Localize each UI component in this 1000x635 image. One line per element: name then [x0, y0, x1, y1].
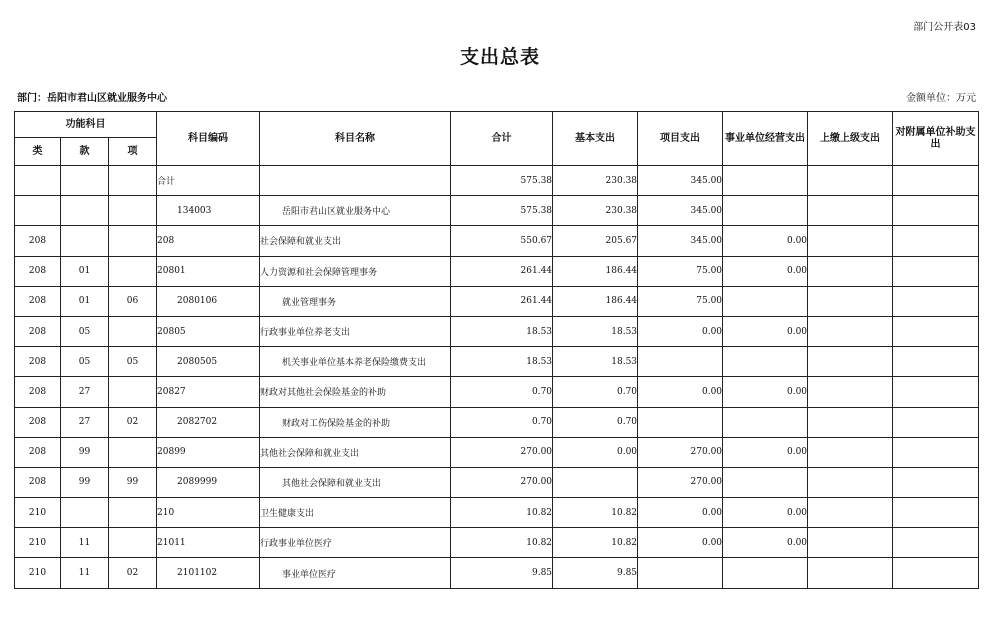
cell-basic: 186.44 — [553, 286, 638, 316]
cell-subsidy — [893, 498, 979, 528]
cell-basic: 0.70 — [553, 377, 638, 407]
cell-basic: 205.67 — [553, 226, 638, 256]
cell-name: 其他社会保障和就业支出 — [260, 437, 451, 467]
cell-subsidy — [893, 558, 979, 588]
cell-business: 0.00 — [723, 226, 808, 256]
cell-xiang: 05 — [109, 347, 157, 377]
page-title: 支出总表 — [459, 46, 540, 68]
cell-xiang — [109, 226, 157, 256]
cell-xiang — [109, 166, 157, 196]
cell-code: 2101102 — [157, 558, 260, 588]
table-row — [15, 166, 979, 196]
header-kuan: 款 — [61, 138, 109, 166]
cell-project: 345.00 — [638, 226, 723, 256]
cell-kuan — [61, 226, 109, 256]
cell-business: 0.00 — [723, 377, 808, 407]
cell-business: 0.00 — [723, 528, 808, 558]
cell-upper — [808, 347, 893, 377]
cell-business — [723, 166, 808, 196]
cell-subsidy — [893, 196, 979, 226]
cell-basic — [553, 467, 638, 497]
cell-code: 合计 — [157, 166, 260, 196]
cell-xiang — [109, 528, 157, 558]
cell-basic: 230.38 — [553, 196, 638, 226]
cell-xiang — [109, 377, 157, 407]
cell-upper — [808, 558, 893, 588]
department-label: 部门：岳阳市君山区就业服务中心 — [17, 93, 167, 104]
cell-name: 财政对工伤保险基金的补助 — [260, 407, 451, 437]
cell-code: 2089999 — [157, 467, 260, 497]
cell-lei: 208 — [15, 347, 61, 377]
cell-lei: 208 — [15, 316, 61, 346]
cell-total: 261.44 — [451, 256, 553, 286]
table-row — [15, 286, 979, 316]
cell-lei: 208 — [15, 407, 61, 437]
cell-xiang: 99 — [109, 467, 157, 497]
cell-kuan: 27 — [61, 407, 109, 437]
cell-project: 0.00 — [638, 377, 723, 407]
cell-project: 0.00 — [638, 316, 723, 346]
form-code: 部门公开表03 — [913, 22, 976, 33]
cell-lei — [15, 196, 61, 226]
cell-lei: 208 — [15, 226, 61, 256]
cell-code: 20899 — [157, 437, 260, 467]
cell-upper — [808, 377, 893, 407]
cell-lei: 210 — [15, 498, 61, 528]
cell-name: 机关事业单位基本养老保险缴费支出 — [260, 347, 451, 377]
cell-upper — [808, 498, 893, 528]
cell-business: 0.00 — [723, 256, 808, 286]
cell-kuan: 01 — [61, 256, 109, 286]
cell-kuan: 99 — [61, 437, 109, 467]
cell-total: 18.53 — [451, 316, 553, 346]
cell-xiang — [109, 316, 157, 346]
cell-xiang — [109, 256, 157, 286]
header-project: 项目支出 — [638, 112, 723, 166]
cell-code: 210 — [157, 498, 260, 528]
cell-upper — [808, 286, 893, 316]
expenditure-table — [14, 111, 979, 589]
table-row — [15, 316, 979, 346]
table-row — [15, 226, 979, 256]
cell-project: 75.00 — [638, 286, 723, 316]
cell-code: 20827 — [157, 377, 260, 407]
table-row — [15, 528, 979, 558]
cell-total: 10.82 — [451, 498, 553, 528]
cell-basic: 0.70 — [553, 407, 638, 437]
table-row — [15, 256, 979, 286]
table-row — [15, 407, 979, 437]
cell-kuan: 27 — [61, 377, 109, 407]
table-row — [15, 498, 979, 528]
cell-project: 270.00 — [638, 467, 723, 497]
cell-project: 0.00 — [638, 528, 723, 558]
header-name: 科目名称 — [260, 112, 451, 166]
cell-name: 事业单位医疗 — [260, 558, 451, 588]
cell-code: 20805 — [157, 316, 260, 346]
cell-kuan: 99 — [61, 467, 109, 497]
header-code: 科目编码 — [157, 112, 260, 166]
cell-lei: 208 — [15, 286, 61, 316]
cell-xiang: 02 — [109, 558, 157, 588]
cell-project: 345.00 — [638, 196, 723, 226]
cell-basic: 18.53 — [553, 316, 638, 346]
cell-upper — [808, 256, 893, 286]
cell-kuan: 05 — [61, 347, 109, 377]
cell-kuan — [61, 498, 109, 528]
cell-basic: 0.00 — [553, 437, 638, 467]
cell-kuan — [61, 166, 109, 196]
cell-xiang: 06 — [109, 286, 157, 316]
table-row — [15, 347, 979, 377]
cell-name: 社会保障和就业支出 — [260, 226, 451, 256]
cell-code: 2082702 — [157, 407, 260, 437]
cell-xiang: 02 — [109, 407, 157, 437]
cell-subsidy — [893, 437, 979, 467]
header-business: 事业单位经营支出 — [723, 112, 808, 166]
cell-total: 0.70 — [451, 407, 553, 437]
cell-total: 575.38 — [451, 196, 553, 226]
cell-kuan: 05 — [61, 316, 109, 346]
cell-basic: 10.82 — [553, 498, 638, 528]
header-total: 合计 — [451, 112, 553, 166]
header-basic: 基本支出 — [553, 112, 638, 166]
cell-total: 261.44 — [451, 286, 553, 316]
table-row — [15, 196, 979, 226]
cell-upper — [808, 467, 893, 497]
cell-business — [723, 196, 808, 226]
cell-basic: 9.85 — [553, 558, 638, 588]
table-row — [15, 377, 979, 407]
cell-total: 9.85 — [451, 558, 553, 588]
header-upper: 上缴上级支出 — [808, 112, 893, 166]
cell-subsidy — [893, 316, 979, 346]
cell-subsidy — [893, 286, 979, 316]
cell-code: 208 — [157, 226, 260, 256]
cell-code: 2080505 — [157, 347, 260, 377]
cell-code: 20801 — [157, 256, 260, 286]
cell-code: 21011 — [157, 528, 260, 558]
cell-subsidy — [893, 528, 979, 558]
cell-business: 0.00 — [723, 498, 808, 528]
cell-project: 0.00 — [638, 498, 723, 528]
cell-project — [638, 558, 723, 588]
cell-upper — [808, 528, 893, 558]
cell-business: 0.00 — [723, 437, 808, 467]
cell-subsidy — [893, 407, 979, 437]
cell-lei: 208 — [15, 256, 61, 286]
cell-name: 岳阳市君山区就业服务中心 — [260, 196, 451, 226]
cell-xiang — [109, 196, 157, 226]
cell-upper — [808, 226, 893, 256]
cell-subsidy — [893, 166, 979, 196]
cell-name: 财政对其他社会保险基金的补助 — [260, 377, 451, 407]
cell-business — [723, 347, 808, 377]
cell-basic: 10.82 — [553, 528, 638, 558]
cell-business — [723, 407, 808, 437]
cell-lei: 210 — [15, 528, 61, 558]
cell-kuan — [61, 196, 109, 226]
cell-project — [638, 407, 723, 437]
cell-project: 75.00 — [638, 256, 723, 286]
cell-subsidy — [893, 377, 979, 407]
cell-lei: 208 — [15, 437, 61, 467]
cell-kuan: 11 — [61, 528, 109, 558]
table-row — [15, 467, 979, 497]
cell-subsidy — [893, 467, 979, 497]
cell-business — [723, 558, 808, 588]
cell-name: 人力资源和社会保障管理事务 — [260, 256, 451, 286]
table-row — [15, 437, 979, 467]
cell-project — [638, 347, 723, 377]
cell-name: 行政事业单位养老支出 — [260, 316, 451, 346]
cell-project: 270.00 — [638, 437, 723, 467]
table-body — [15, 166, 979, 589]
cell-lei: 210 — [15, 558, 61, 588]
unit-label: 金额单位：万元 — [906, 93, 976, 104]
cell-code: 134003 — [157, 196, 260, 226]
cell-upper — [808, 437, 893, 467]
header-lei: 类 — [15, 138, 61, 166]
cell-name — [260, 166, 451, 196]
cell-upper — [808, 407, 893, 437]
cell-lei: 208 — [15, 377, 61, 407]
cell-total: 575.38 — [451, 166, 553, 196]
cell-total: 270.00 — [451, 437, 553, 467]
cell-xiang — [109, 437, 157, 467]
cell-total: 18.53 — [451, 347, 553, 377]
cell-name: 行政事业单位医疗 — [260, 528, 451, 558]
cell-name: 其他社会保障和就业支出 — [260, 467, 451, 497]
header-func-subject: 功能科目 — [15, 112, 157, 138]
header-subsidy: 对附属单位补助支出 — [893, 112, 979, 166]
cell-total: 550.67 — [451, 226, 553, 256]
cell-lei: 208 — [15, 467, 61, 497]
cell-kuan: 01 — [61, 286, 109, 316]
cell-business: 0.00 — [723, 316, 808, 346]
cell-total: 270.00 — [451, 467, 553, 497]
cell-subsidy — [893, 347, 979, 377]
cell-total: 10.82 — [451, 528, 553, 558]
cell-subsidy — [893, 226, 979, 256]
cell-basic: 230.38 — [553, 166, 638, 196]
table-row — [15, 558, 979, 588]
cell-business — [723, 467, 808, 497]
cell-upper — [808, 196, 893, 226]
header-xiang: 项 — [109, 138, 157, 166]
cell-total: 0.70 — [451, 377, 553, 407]
cell-name: 就业管理事务 — [260, 286, 451, 316]
cell-basic: 186.44 — [553, 256, 638, 286]
cell-project: 345.00 — [638, 166, 723, 196]
cell-business — [723, 286, 808, 316]
cell-upper — [808, 316, 893, 346]
cell-name: 卫生健康支出 — [260, 498, 451, 528]
cell-subsidy — [893, 256, 979, 286]
cell-xiang — [109, 498, 157, 528]
cell-code: 2080106 — [157, 286, 260, 316]
cell-upper — [808, 166, 893, 196]
cell-basic: 18.53 — [553, 347, 638, 377]
cell-kuan: 11 — [61, 558, 109, 588]
cell-lei — [15, 166, 61, 196]
